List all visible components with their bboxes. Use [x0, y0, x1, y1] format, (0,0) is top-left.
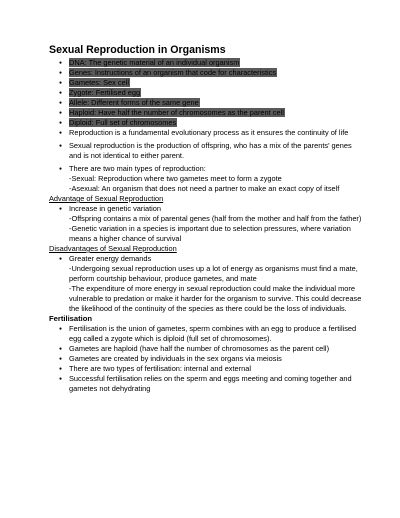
advantage-heading: Advantage of Sexual Reproduction	[49, 194, 164, 203]
list-item	[49, 88, 364, 98]
fertilisation-list	[49, 324, 400, 394]
types-sexual-text: -Sexual: Reproduction where two gametes meet to form a zygote	[69, 174, 282, 183]
list-item: ● Reproduction is a fundamental evolutionary process as it ensures the continuity of life	[49, 128, 364, 138]
disadvantage-point: ● Greater energy demands	[69, 254, 152, 263]
page-title: Sexual Reproduction in Organisms	[49, 44, 226, 56]
list-item: ● Successful fertilisation relies on the sperm and eggs meeting and coming together and gametes not dehydrating	[49, 374, 364, 394]
list-item: ● Fertilisation is the union of gametes, sperm combines with an egg to produce a fertilised egg called a zygote which is diploid (full set of chromosomes).	[49, 324, 364, 344]
disadvantage-heading: Disadvantages of Sexual Reproduction	[49, 244, 177, 253]
highlighted-definition: Genes: Instructions of an organism that code for characteristics	[69, 68, 277, 77]
list-item	[49, 204, 364, 244]
list-item	[49, 98, 364, 108]
list-item	[49, 118, 364, 128]
disadvantage-line-1: -Undergoing sexual reproduction uses up a lot of energy as organisms must find a mate, perform courtship behaviour, produce gametes, and mate	[69, 264, 358, 283]
disadvantage-list	[49, 254, 400, 314]
disadvantage-line-2: -The expenditure of more energy in sexual reproduction could make the individual more vulnerable to predation or make it harder for the organism to survive. This could decrease the likelihood of the continuity of the species as there could be the loss of individuals.	[69, 284, 362, 313]
types-asexual-text: -Asexual: An organism that does not need a partner to make an exact copy of itself	[69, 184, 340, 193]
advantage-line-1: -Offspring contains a mix of parental genes (half from the mother and half from the father)	[69, 214, 362, 223]
highlighted-definition: Haploid: Have half the number of chromosomes as the parent cell	[69, 108, 284, 117]
highlighted-definition: Allele: Different forms of the same gene	[69, 98, 199, 107]
types-text: ● There are two main types of reproduction:	[69, 164, 206, 173]
list-item: ● There are two types of fertilisation: internal and external	[49, 364, 364, 374]
highlighted-definition: Gametes: Sex cell	[69, 78, 129, 87]
list-item: ● Gametes are created by individuals in the sex organs via meiosis	[49, 354, 364, 364]
list-item	[49, 58, 364, 68]
list-item	[49, 78, 364, 88]
intro-sexual-text: Sexual reproduction is the production of offspring, who has a mix of the parents' genes and is not identical to either parent.	[69, 141, 352, 160]
advantage-point: ● Increase in genetic variation	[69, 204, 162, 213]
advantage-line-2: -Genetic variation in a species is important due to selection pressures, where variation means a higher chance of survival	[69, 224, 351, 243]
list-item	[49, 108, 364, 118]
highlighted-definition: Zygote: Fertilised egg	[69, 88, 141, 97]
fertilisation-heading: Fertilisation	[49, 314, 93, 323]
advantage-list	[49, 204, 400, 244]
highlighted-definition: Diploid: Full set of chromosomes	[69, 118, 177, 127]
list-item	[49, 141, 364, 161]
list-item: ● Gametes are haploid (have half the number of chromosomes as the parent cell)	[49, 344, 364, 354]
list-item	[49, 254, 364, 314]
definitions-list	[49, 58, 400, 194]
list-item	[49, 68, 364, 78]
list-item	[49, 164, 364, 194]
highlighted-definition: DNA: The genetic material of an individual organism	[69, 58, 240, 67]
